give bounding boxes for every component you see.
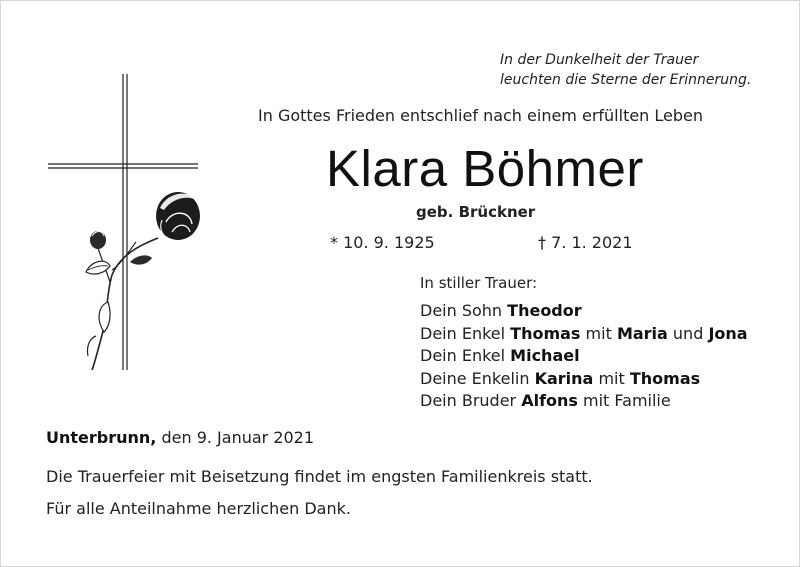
mourner-name: Theodor [507,301,582,320]
connector-text: mit [593,368,630,388]
relation-text: Dein Enkel [420,323,511,343]
mourner-name: Thomas [510,323,581,343]
mourner-name: Jona [708,323,748,343]
quote-line-1: In der Dunkelheit der Trauer [500,52,699,68]
rose-icon [86,192,200,370]
mourner-line [420,390,748,413]
mourner-name: Michael [510,346,580,365]
mourner-name: Karina [534,368,594,388]
mourner-line [420,300,748,323]
mourner-name: Alfons [521,391,578,410]
mourner-line [420,368,748,391]
place-name: Unterbrunn, [46,428,157,447]
family-suffix-text: mit Familie [577,391,671,410]
funeral-notice: Die Trauerfeier mit Beisetzung findet im engsten Familienkreis statt. [46,467,593,486]
mourner-name: Thomas [629,368,701,388]
mourner-line [420,345,748,368]
intro-text: In Gottes Frieden entschlief nach einem erfüllten Leben [258,106,704,125]
place-and-date [46,428,314,447]
mourner-name: Maria [616,323,668,343]
maiden-name: geb. Brückner [416,203,536,221]
thanks-notice: Für alle Anteilnahme herzlichen Dank. [46,499,351,518]
cross-and-rose-illustration [40,70,210,380]
connector-text: und [667,323,709,343]
notice-date: den 9. Januar 2021 [156,428,315,447]
mourners-list [420,300,748,413]
quote-line-2: leuchten die Sterne der Erinnerung. [500,72,752,88]
birth-date: * 10. 9. 1925 [330,233,435,252]
relation-text: Dein Sohn [420,301,508,320]
mourner-line [420,323,748,346]
mourning-label: In stiller Trauer: [420,274,538,292]
relation-text: Dein Bruder [420,391,522,410]
connector-text: mit [580,323,617,343]
relation-text: Dein Enkel [420,346,511,365]
deceased-name: Klara Böhmer [326,140,644,197]
memorial-quote [500,50,790,90]
relation-text: Deine Enkelin [420,368,535,388]
death-date: † 7. 1. 2021 [538,233,633,252]
